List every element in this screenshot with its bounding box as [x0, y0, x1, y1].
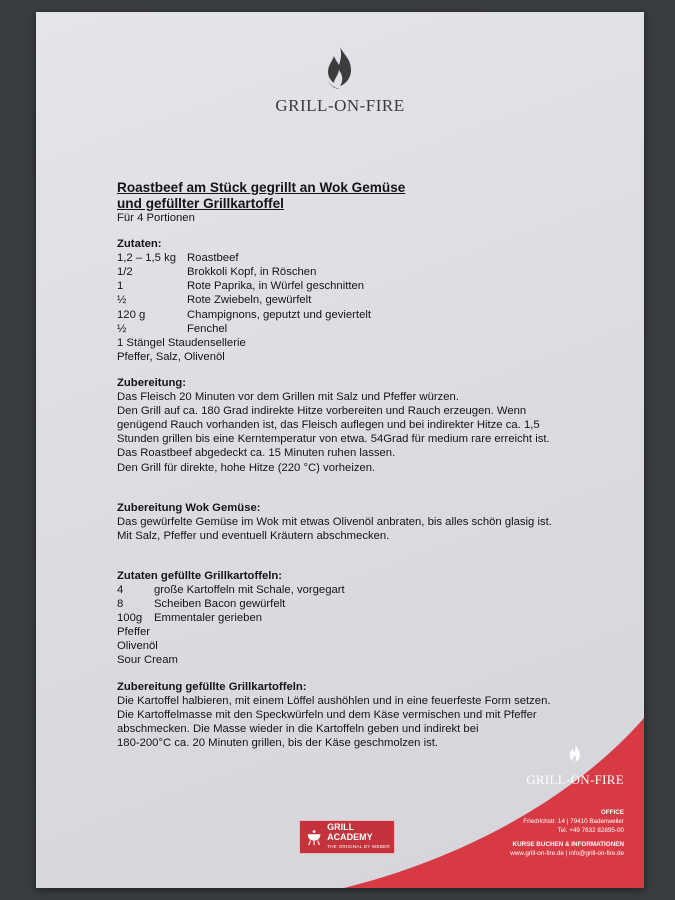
ingredients-heading: Zutaten: — [117, 238, 162, 251]
potato-prep-text: Die Kartoffel halbieren, mit einem Löffel aushöhlen und in eine feuerfeste Form setzen. Die Kartoffelmasse mit den Speckwürfeln und dem Käse vermischen und mit Pfeffer abschmecken. Die Masse wieder in die Kartoffeln geben und indirekt bei 180-200°C ca. 20 Minuten grillen, bis der Käse geschmolzen ist. — [117, 694, 551, 749]
prep-text: Das Fleisch 20 Minuten vor dem Grillen mit Salz und Pfeffer würzen. Den Grill auf ca. 180 Grad indirekte Hitze vorbereiten und Rauch erzeugen. Wenn genügend Rauch vorhanden ist, das Fleisch auflegen und bei indirekter Hitze ca. 1,5 Stunden grillen bis eine Kerntemperatur von etwa. 54Grad für medium rare erreicht ist. Das Roastbeef abgedeckt ca. 15 Minuten ruhen lassen. Den Grill für direkte, hohe Hitze (220 °C) vorheizen. — [117, 391, 550, 474]
list-item: 1 Stängel Staudensellerie — [117, 336, 246, 349]
flame-icon — [566, 743, 584, 765]
wok-heading: Zubereitung Wok Gemüse: — [117, 501, 261, 514]
list-item: 120 g Champignons, geputzt und geviertelt — [117, 308, 372, 321]
kettle-grill-icon — [306, 827, 322, 847]
website-link: www.grill-on-fire.de | info@grill-on-fire.de — [510, 850, 624, 857]
list-item: 1,2 – 1,5 kg Roastbeef — [117, 252, 239, 265]
list-item: Sour Cream — [117, 654, 178, 667]
servings: Für 4 Portionen — [117, 212, 195, 224]
list-item: Pfeffer, Salz, Olivenöl — [117, 350, 225, 363]
list-item: 100g Emmentaler gerieben — [117, 612, 263, 625]
flame-icon — [320, 46, 360, 90]
list-item: ½ Fenchel — [117, 322, 228, 335]
academy-subtitle: THE ORIGINAL BY WEBER — [327, 844, 390, 849]
list-item: 8 Scheiben Bacon gewürfelt — [117, 598, 286, 611]
recipe-title: Roastbeef am Stück gegrillt an Wok Gemüse und gefüllter Grillkartoffel — [117, 180, 406, 211]
list-item: Pfeffer — [117, 626, 151, 639]
list-item: 1/2 Brokkoli Kopf, in Röschen — [117, 266, 317, 279]
recipe-sheet — [36, 12, 644, 888]
potato-prep-heading: Zubereitung gefüllte Grillkartoffeln: — [117, 680, 307, 693]
academy-title: GRILL ACADEMY — [327, 822, 373, 842]
brand-name: GRILL-ON-FIRE — [275, 96, 405, 115]
list-item: ½ Rote Zwiebeln, gewürfelt — [117, 294, 312, 307]
list-item: 4 große Kartoffeln mit Schale, vorgegart — [117, 583, 345, 596]
potato-ingredients-list — [117, 583, 617, 668]
list-item: 1 Rote Paprika, in Würfel geschnitten — [117, 280, 365, 293]
footer-logo — [526, 743, 624, 788]
footer-brand: GRILL-ON-FIRE — [526, 772, 624, 787]
header-logo — [36, 46, 644, 116]
contact-info: OFFICE Friedrichstr. 14 | 79410 Badenweiler Tel. +49 7632 82895-00 KURSE BUCHEN & INFORMATIONEN www.grill-on-fire.de | info@grill-on-fire.de — [510, 809, 624, 857]
recipe-content — [117, 180, 617, 750]
ingredients-list — [117, 251, 617, 364]
wok-text: Das gewürfelte Gemüse im Wok mit etwas Olivenöl anbraten, bis alles schön glasig ist. Mit Salz, Pfeffer und eventuell Kräutern abschmecken. — [117, 515, 552, 542]
potato-ingredients-heading: Zutaten gefüllte Grillkartoffeln: — [117, 569, 283, 582]
grill-academy-badge — [299, 820, 395, 854]
prep-heading: Zubereitung: — [117, 376, 187, 389]
list-item: Olivenöl — [117, 640, 158, 653]
